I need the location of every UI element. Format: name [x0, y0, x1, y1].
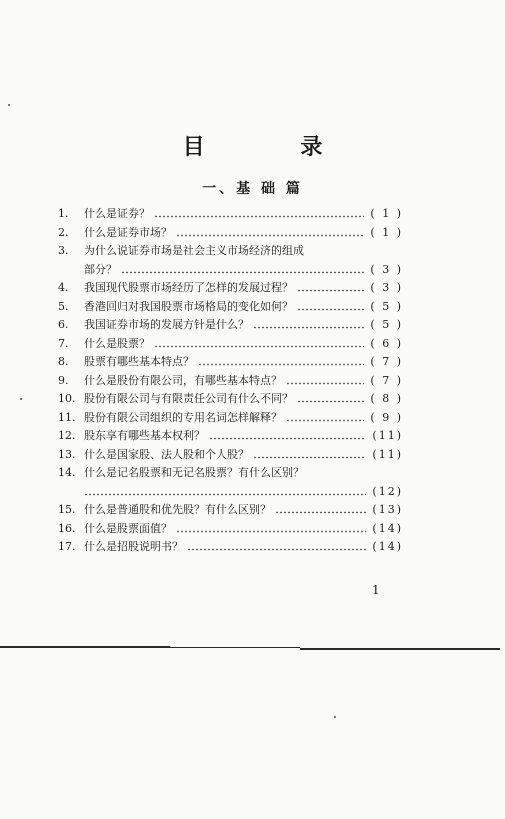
toc-entry: [58, 242, 403, 261]
entry-title: 我国现代股票市场经历了怎样的发展过程？: [84, 281, 293, 294]
entry-number: 14.: [58, 466, 76, 479]
toc-entry: [58, 409, 403, 428]
toc-entry: [58, 501, 403, 520]
toc-entry: [58, 390, 403, 409]
entry-page-ref: ( 3 ): [370, 281, 403, 294]
entry-number: 1.: [58, 207, 69, 220]
scan-speck: [20, 398, 22, 400]
scan-border-line: [170, 647, 300, 648]
dot-leader: [275, 501, 366, 520]
dot-leader: [286, 409, 364, 428]
entry-title: 为什么说证券市场是社会主义市场经济的组成: [84, 244, 304, 257]
dot-leader: [176, 520, 366, 539]
entry-page-ref: (14): [372, 540, 403, 553]
dot-leader: [297, 390, 364, 409]
dot-leader: [154, 335, 364, 354]
toc-entry: [58, 335, 403, 354]
entry-number: 11.: [58, 410, 76, 424]
toc-entry: [58, 483, 403, 502]
entry-page-ref: (13): [372, 503, 403, 516]
dot-leader: [297, 298, 364, 317]
toc-entry: [58, 353, 403, 372]
entry-number: 2.: [58, 225, 69, 239]
entry-number: 8.: [58, 355, 69, 368]
entry-title: 什么是证券？: [84, 207, 150, 220]
dot-leader: [209, 427, 366, 446]
entry-title: 什么是记名股票和无记名股票？有什么区别？: [84, 466, 304, 479]
entry-page-ref: ( 1 ): [370, 225, 403, 239]
table-of-contents: [58, 205, 403, 557]
toc-entry: [58, 464, 403, 483]
entry-title: 股票有哪些基本特点？: [84, 355, 194, 368]
entry-page-ref: ( 1 ): [370, 207, 403, 220]
entry-title: 股东享有哪些基本权利？: [84, 429, 205, 442]
page-title: 目 录: [182, 134, 367, 160]
entry-number: 16.: [58, 521, 76, 535]
entry-page-ref: (11): [372, 429, 403, 442]
entry-title: 什么是普通股和优先股？有什么区别？: [84, 503, 271, 516]
section-heading: 一、基 础 篇: [202, 181, 303, 197]
entry-title: 什么是股票？: [84, 336, 150, 350]
entry-page-ref: ( 7 ): [370, 355, 403, 368]
entry-title: 股份有限公司组织的专用名词怎样解释？: [84, 410, 282, 424]
toc-entry: [58, 538, 403, 557]
dot-leader: [253, 446, 366, 465]
dot-leader: [198, 353, 364, 372]
entry-title: 股份有限公司与有限责任公司有什么不同？: [84, 392, 293, 405]
entry-number: 12.: [58, 429, 76, 442]
entry-title: 什么是股份有限公司，有哪些基本特点？: [84, 373, 282, 387]
entry-title: 部分？: [84, 262, 117, 276]
toc-entry: [58, 427, 403, 446]
toc-entry: [58, 298, 403, 317]
entry-title: 什么是招股说明书？: [84, 540, 183, 553]
entry-page-ref: ( 9 ): [370, 410, 403, 424]
entry-page-ref: (12): [372, 484, 403, 498]
entry-page-ref: ( 5 ): [370, 318, 403, 331]
dot-leader: [176, 224, 364, 243]
entry-number: 3.: [58, 244, 69, 257]
entry-page-ref: (14): [372, 521, 403, 535]
toc-entry: [58, 279, 403, 298]
entry-title: 香港回归对我国股票市场格局的变化如何？: [84, 299, 293, 313]
entry-number: 6.: [58, 318, 69, 331]
dot-leader: [187, 538, 366, 557]
scan-border-line: [0, 646, 170, 648]
scan-speck: [334, 716, 336, 718]
entry-title: 什么是证券市场？: [84, 225, 172, 239]
entry-page-ref: ( 6 ): [370, 336, 403, 350]
entry-page-ref: (11): [372, 447, 403, 461]
entry-page-ref: ( 3 ): [370, 262, 403, 276]
entry-page-ref: ( 5 ): [370, 299, 403, 313]
entry-number: 17.: [58, 540, 76, 553]
entry-number: 4.: [58, 281, 69, 294]
dot-leader: [253, 316, 364, 335]
dot-leader: [121, 261, 364, 280]
toc-entry: [58, 372, 403, 391]
dot-leader: [84, 483, 366, 502]
entry-number: 10.: [58, 392, 76, 405]
page-number: 1: [372, 583, 380, 597]
dot-leader: [297, 279, 364, 298]
entry-number: 5.: [58, 299, 69, 313]
entry-number: 7.: [58, 336, 69, 350]
dot-leader: [154, 205, 364, 224]
entry-number: 9.: [58, 373, 69, 387]
toc-entry: [58, 205, 403, 224]
toc-entry: [58, 446, 403, 465]
entry-number: 13.: [58, 447, 76, 461]
toc-entry: [58, 520, 403, 539]
scan-border-line: [300, 648, 500, 650]
toc-entry: [58, 316, 403, 335]
entry-title: 我国证券市场的发展方针是什么？: [84, 318, 249, 331]
entry-page-ref: ( 7 ): [370, 373, 403, 387]
scan-speck: [8, 104, 10, 106]
entry-number: 15.: [58, 503, 76, 516]
entry-page-ref: ( 8 ): [370, 392, 403, 405]
entry-title: 什么是股票面值？: [84, 521, 172, 535]
toc-entry: [58, 224, 403, 243]
dot-leader: [286, 372, 364, 391]
entry-title: 什么是国家股、法人股和个人股？: [84, 447, 249, 461]
toc-entry: [58, 261, 403, 280]
